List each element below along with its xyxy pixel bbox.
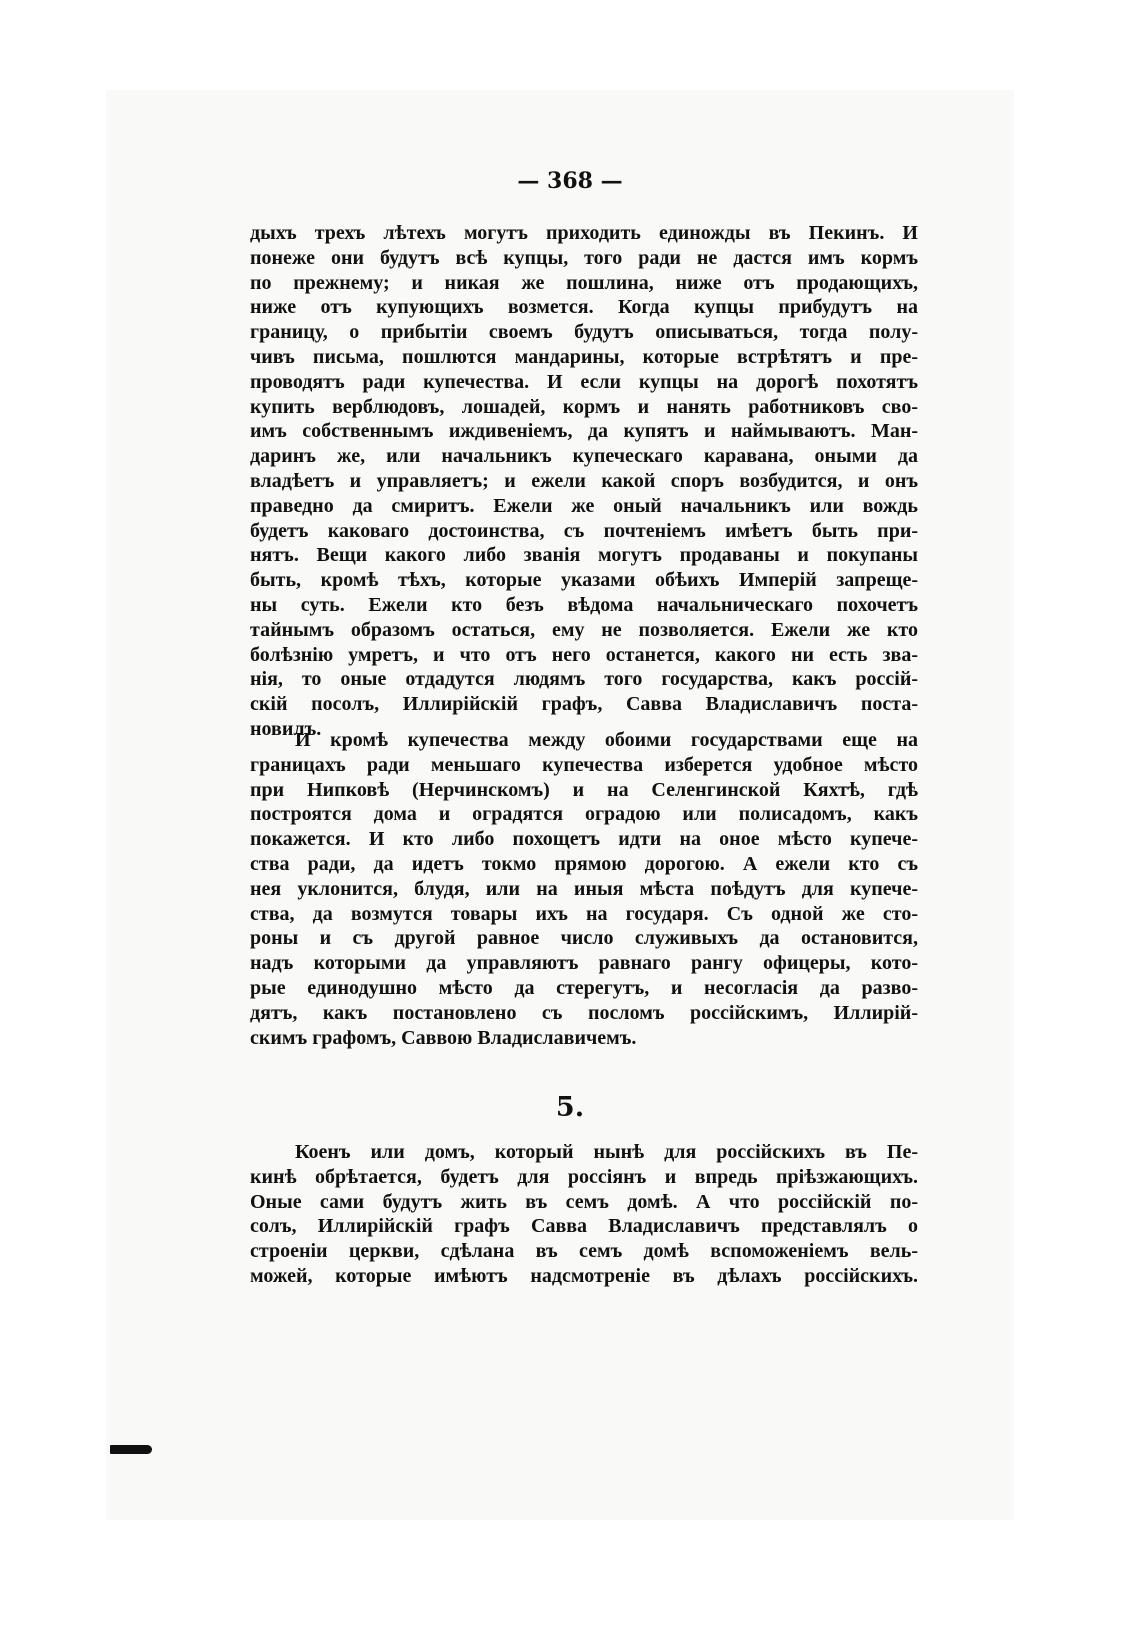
text-line: купить верблюдовъ, лошадей, кормъ и нанять работниковъ сво- bbox=[250, 395, 918, 418]
text-line: надъ которыми да управляютъ равнаго рангу офицеры, кото- bbox=[250, 952, 918, 975]
text-line: дыхъ трехъ лѣтехъ могутъ приходить единожды въ Пекинъ. И bbox=[250, 222, 918, 244]
text-line: чивъ письма, пошлются мандарины, которые встрѣтятъ и пре- bbox=[250, 345, 918, 368]
text-line: покажется. И кто либо похощетъ идти на оное мѣсто купече- bbox=[250, 828, 918, 851]
text-line: солъ, Иллирійскій графъ Савва Владиславичъ представлялъ о bbox=[250, 1215, 918, 1238]
text-line: ны суть. Ежели кто безъ вѣдома начальническаго похочетъ bbox=[250, 593, 918, 616]
text-line: даринъ же, или начальникъ купеческаго каравана, оными да bbox=[250, 445, 918, 468]
text-line: новилъ. bbox=[250, 717, 322, 740]
text-line: ниже отъ купующихъ возмется. Когда купцы прибудутъ на bbox=[250, 296, 918, 319]
text-line: нія, то оные отдадутся людямъ того государства, какъ россій- bbox=[250, 668, 918, 691]
text-line: праведно да смиритъ. Ежели же оный начальникъ или вождь bbox=[250, 494, 918, 517]
text-line: кинѣ обрѣтается, будетъ для россіянъ и впредь пріѣзжающихъ. bbox=[250, 1165, 918, 1188]
text-line: ства, да возмутся товары ихъ на государя. Съ одной же сто- bbox=[250, 902, 918, 925]
text-line: нея уклонится, блудя, или на иныя мѣста поѣдутъ для купече- bbox=[250, 877, 918, 900]
text-line: границахъ ради меньшаго купечества изберется удобное мѣсто bbox=[250, 753, 918, 776]
text-line: будетъ каковаго достоинства, съ почтеніемъ имѣетъ быть при- bbox=[250, 519, 918, 542]
text-line: построятся дома и оградятся оградою или полисадомъ, какъ bbox=[250, 803, 918, 826]
paragraph-1 bbox=[250, 221, 918, 742]
text-line: рые единодушно мѣсто да стерегутъ, и несогласія да разво- bbox=[250, 976, 918, 999]
text-line: болѣзнію умретъ, и что отъ него останется, какого ни есть зва- bbox=[250, 643, 918, 666]
text-line: границу, о прибытіи своемъ будутъ описываться, тогда полу- bbox=[250, 321, 918, 344]
text-line: Коенъ или домъ, который нынѣ для россійскихъ въ Пе- bbox=[295, 1141, 918, 1163]
text-line: понеже они будутъ всѣ купцы, того ради не дастся имъ кормъ bbox=[250, 246, 918, 269]
text-line: при Нипковѣ (Нерчинскомъ) и на Селенгинской Кяхтѣ, гдѣ bbox=[250, 778, 918, 801]
text-line: по прежнему; и никая же пошлина, ниже отъ продающихъ, bbox=[250, 271, 918, 294]
text-line: нятъ. Вещи какого либо званія могутъ продаваны и покупаны bbox=[250, 544, 918, 567]
paragraph-2 bbox=[250, 728, 918, 1050]
page-number: — 368 — bbox=[517, 168, 623, 194]
text-line: скій посолъ, Иллирійскій графъ, Савва Владиславичъ поста- bbox=[250, 693, 918, 716]
text-line: скимъ графомъ, Саввою Владиславичемъ. bbox=[250, 1026, 637, 1049]
text-line: владѣетъ и управляетъ; и ежели какой споръ возбудится, и онъ bbox=[250, 469, 918, 492]
text-line: быть, кромѣ тѣхъ, которые указами обѣихъ Имперій запреще- bbox=[250, 569, 918, 592]
text-line: можей, которые имѣютъ надсмотреніе въ дѣлахъ россійскихъ. bbox=[250, 1264, 918, 1287]
paragraph-3 bbox=[250, 1140, 918, 1289]
section-number: 5. bbox=[555, 1092, 585, 1123]
text-line: ства ради, да идетъ токмо прямою дорогою. А ежели кто съ bbox=[250, 852, 918, 875]
margin-mark bbox=[110, 1445, 152, 1454]
text-line: дятъ, какъ постановлено съ посломъ россійскимъ, Иллирій- bbox=[250, 1001, 918, 1024]
text-line: имъ собственнымъ иждивеніемъ, да купятъ и наймываютъ. Ман- bbox=[250, 420, 918, 443]
text-line: И кромѣ купечества между обоими государствами еще на bbox=[295, 729, 918, 751]
text-line: проводятъ ради купечества. И если купцы на дорогѣ похотятъ bbox=[250, 370, 918, 393]
text-line: Оные сами будутъ жить въ семъ домѣ. А что россійскій по- bbox=[250, 1190, 918, 1213]
text-line: тайнымъ образомъ остаться, ему не позволяется. Ежели же кто bbox=[250, 618, 918, 641]
text-line: роны и съ другой равное число служивыхъ да остановится, bbox=[250, 927, 918, 950]
text-line: строеніи церкви, сдѣлана въ семъ домѣ вспоможеніемъ вель- bbox=[250, 1240, 918, 1263]
